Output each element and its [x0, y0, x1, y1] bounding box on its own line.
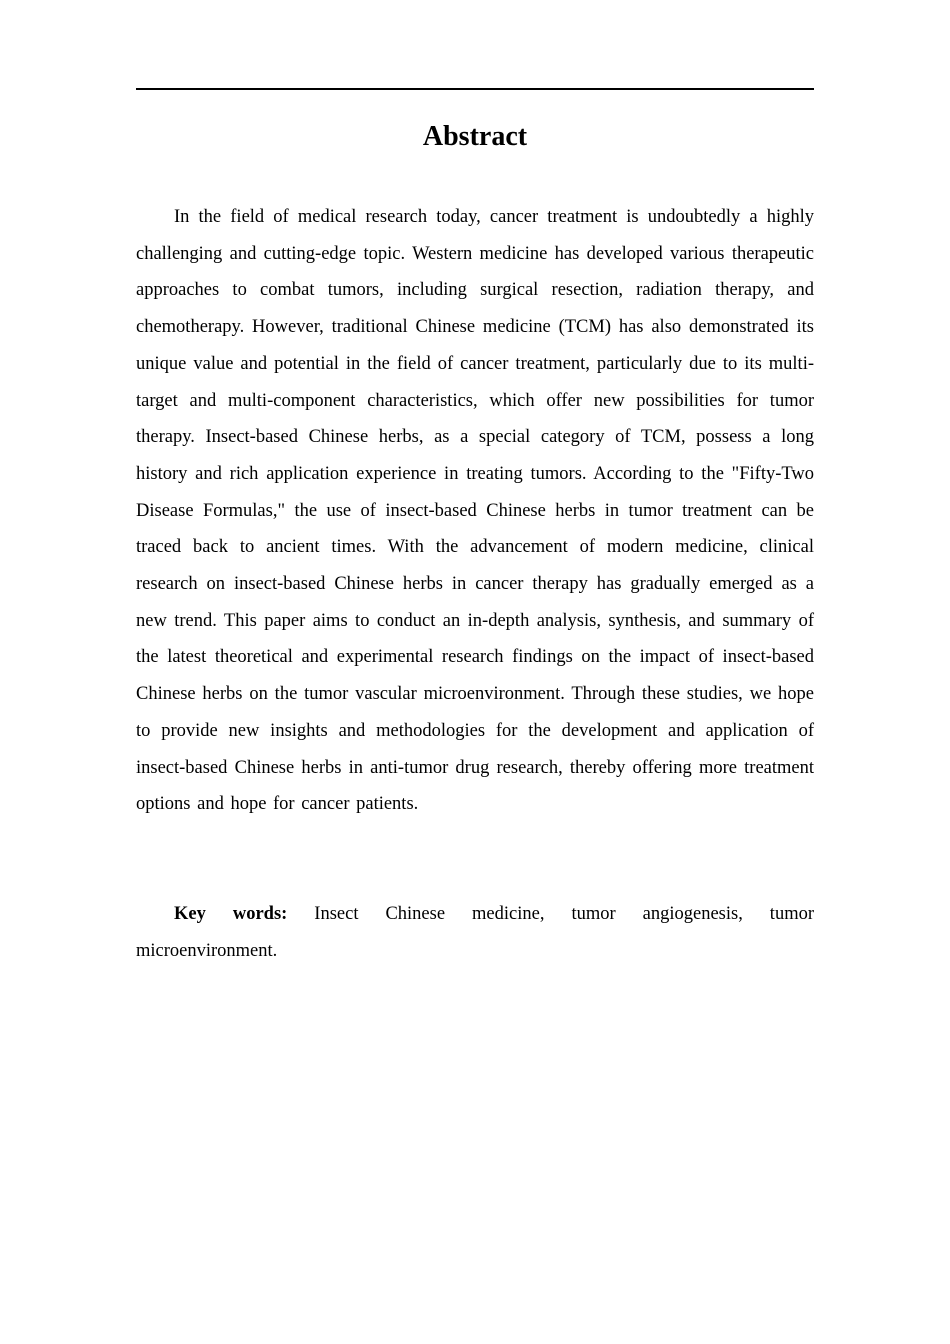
keywords-paragraph	[136, 896, 814, 969]
keywords-label: Key words:	[174, 904, 288, 924]
abstract-body: In the field of medical research today, cancer treatment is undoubtedly a highly challenging and cutting-edge topic. Western medicine has developed various therapeutic approaches to combat tumors, including surgical resection, radiation therapy, and chemotherapy. However, traditional Chinese medicine (TCM) has also demonstrated its unique value and potential in the field of cancer treatment, particularly due to its multi-target and multi-component characteristics, which offer new possibilities for tumor therapy. Insect-based Chinese herbs, as a special category of TCM, possess a long history and rich application experience in treating tumors. According to the "Fifty-Two Disease Formulas," the use of insect-based Chinese herbs in tumor treatment can be traced back to ancient times. With the advancement of modern medicine, clinical research on insect-based Chinese herbs in cancer therapy has gradually emerged as a new trend. This paper aims to conduct an in-depth analysis, synthesis, and summary of the latest theoretical and experimental research findings on the impact of insect-based Chinese herbs on the tumor vascular microenvironment. Through these studies, we hope to provide new insights and methodologies for the development and application of insect-based Chinese herbs in anti-tumor drug research, thereby offering more treatment options and hope for cancer patients.	[136, 207, 814, 815]
header-rule	[136, 88, 814, 90]
abstract-title: Abstract	[422, 121, 528, 152]
keywords-list: Insect Chinese medicine, tumor angiogenesis, tumor microenvironment.	[136, 904, 814, 961]
